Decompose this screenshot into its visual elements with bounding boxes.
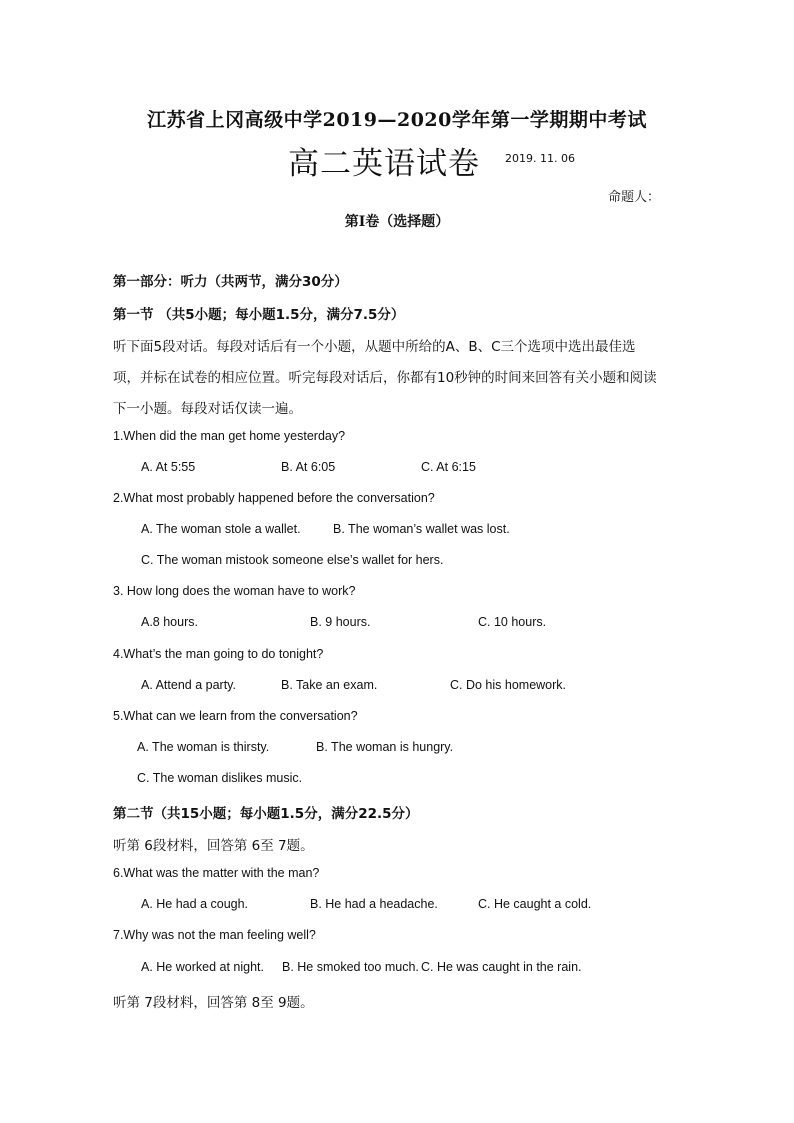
- question-stem: 3. How long does the woman have to work?: [113, 584, 356, 598]
- option-c: C. At 6:15: [421, 460, 476, 474]
- section2-heading: 第二节（共15小题；每小题1.5分，满分22.5分）: [113, 806, 419, 822]
- option-c: C. Do his homework.: [450, 678, 567, 692]
- option-a: A. The woman stole a wallet.: [141, 522, 301, 536]
- part1-heading: 第一部分：听力（共两节，满分30分）: [113, 274, 348, 290]
- option-c: C. He caught a cold.: [478, 897, 592, 911]
- option-b: B. He had a headache.: [310, 897, 438, 911]
- school-exam-line: 江苏省上冈高级中学2019—2020学年第一学期期中考试: [147, 109, 647, 131]
- option-b: B. The woman’s wallet was lost.: [333, 522, 510, 536]
- option-b: B. 9 hours.: [310, 615, 371, 629]
- option-a: A. He worked at night.: [141, 960, 264, 974]
- option-a: A. He had a cough.: [141, 897, 249, 911]
- page-title: 高二英语试卷: [288, 146, 480, 182]
- question-stem: 6.What was the matter with the man?: [113, 866, 320, 880]
- material-intro: 听第 7段材料，回答第 8至 9题。: [113, 995, 314, 1011]
- option-a: A.8 hours.: [141, 615, 198, 629]
- option-c: C. He was caught in the rain.: [421, 960, 582, 974]
- option-c: C. The woman mistook someone else’s wallet for hers.: [141, 553, 444, 567]
- question-stem: 5.What can we learn from the conversation?: [113, 709, 358, 723]
- option-c: C. 10 hours.: [478, 615, 547, 629]
- exam-date: 2019. 11. 06: [505, 152, 575, 165]
- instruction-line: 项，并标在试卷的相应位置。听完每段对话后，你都有10秒钟的时间来回答有关小题和阅读: [113, 370, 657, 386]
- option-b: B. Take an exam.: [281, 678, 378, 692]
- option-b: B. At 6:05: [281, 460, 336, 474]
- option-b: B. The woman is hungry.: [316, 740, 454, 754]
- question-stem: 4.What’s the man going to do tonight?: [113, 647, 324, 661]
- question-setter-label: 命题人：: [608, 190, 661, 205]
- option-a: A. At 5:55: [141, 460, 196, 474]
- option-a: A. The woman is thirsty.: [137, 740, 270, 754]
- question-stem: 7.Why was not the man feeling well?: [113, 928, 316, 942]
- instruction-line: 下一小题。每段对话仅读一遍。: [113, 401, 302, 417]
- volume-heading: 第Ⅰ卷（选择题）: [344, 214, 450, 230]
- question-stem: 2.What most probably happened before the conversation?: [113, 491, 435, 505]
- material-intro: 听第 6段材料，回答第 6至 7题。: [113, 838, 314, 854]
- instruction-line: 听下面5段对话。每段对话后有一个小题，从题中所给的A、B、C三个选项中选出最佳选: [113, 339, 636, 355]
- option-a: A. Attend a party.: [141, 678, 236, 692]
- section1-heading: 第一节 （共5小题；每小题1.5分，满分7.5分）: [113, 307, 405, 323]
- option-c: C. The woman dislikes music.: [137, 771, 303, 785]
- option-b: B. He smoked too much.: [282, 960, 419, 974]
- question-stem: 1.When did the man get home yesterday?: [113, 429, 346, 443]
